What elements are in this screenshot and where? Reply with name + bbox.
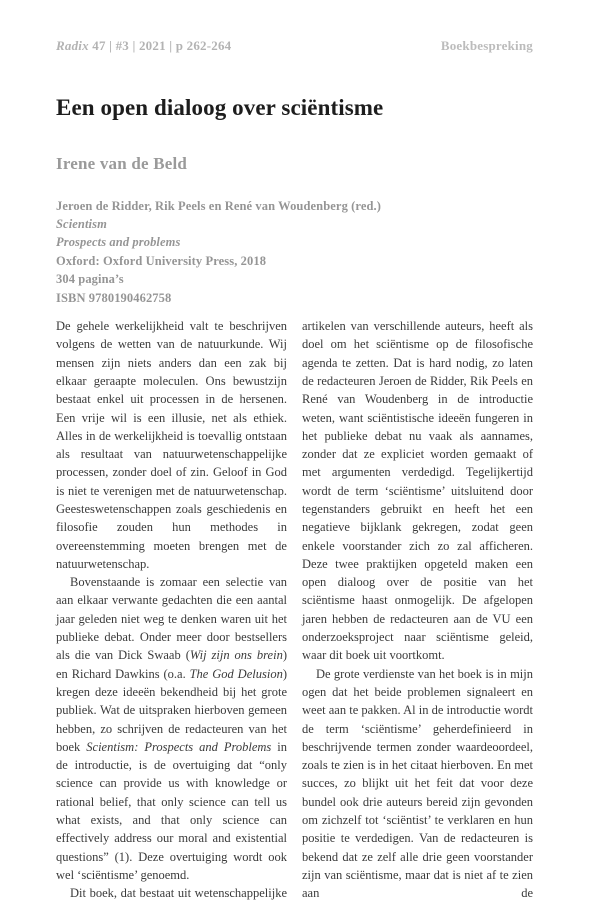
journal-reference <box>56 38 231 54</box>
article-title: Een open dialoog over sciëntisme <box>56 95 384 120</box>
text-segment: in de introductie, is de overtuiging dat “only science can provide us with knowledge or rational belief, that only science can tell us what exists, and that only science can effectively address our moral and existential questions” (1). Deze overtuiging wordt ook wel ‘sciëntisme’ genoemd. <box>56 739 287 882</box>
text-segment: De gehele werkelijkheid valt te beschrijven volgens de wetten van de natuurkunde. Wij mensen zijn niets anders dan een zak bij elkaar geraapte moleculen. Ons bewustzijn bestaat enkel uit processen in de hersenen. Een vrije wil is een illusie, net als ethiek. Alles in de werkelijkheid is toevallig ontstaan als resultaat van natuurwetenschappelijke processen, zonder doel of zin. Geloof in God is niet te verenigen met de natuurwetenschap. Geesteswetenschappen zoals geschiedenis en filosofie zouden hun methodes in overeenstemming moeten brengen met de natuurwetenschap. <box>56 319 287 571</box>
italic-text-segment: Scientism: Prospects and Problems <box>86 739 272 754</box>
body-paragraph <box>302 665 533 903</box>
section-label: Boekbespreking <box>440 38 533 53</box>
book-subtitle: Prospects and problems <box>56 235 181 250</box>
book-editors: Jeroen de Ridder, Rik Peels en René van Woudenberg (red.) <box>56 198 382 213</box>
book-publisher: Oxford: Oxford University Press, 2018 <box>56 253 267 268</box>
body-paragraph <box>302 317 533 665</box>
book-page-count: 304 pagina’s <box>56 272 124 287</box>
author-name: Irene van de Beld <box>56 153 188 173</box>
book-info-block <box>56 197 533 307</box>
text-segment: Bovenstaande is zomaar een selectie van aan elkaar verwante gedachten die een aantal jaar geleden niet weg te denken waren uit het publieke debat. Onder meer door bestsellers als die van Dick Swaab ( <box>56 575 287 663</box>
body-columns <box>56 317 533 903</box>
italic-text-segment: The God Delusion <box>189 666 283 681</box>
book-isbn: ISBN 9780190462758 <box>56 290 172 305</box>
book-title: Scientism <box>56 217 107 231</box>
journal-name: Radix <box>56 38 89 53</box>
body-paragraph <box>56 884 287 902</box>
body-column-left <box>56 317 287 903</box>
text-segment: ) en Richard Dawkins (o.a. <box>56 648 287 681</box>
body-column-right <box>302 317 533 903</box>
body-paragraph <box>56 317 287 573</box>
text-segment: De grote verdienste van het boek is in mijn ogen dat het beide problemen signaleert en weet aan te pakken. Al in de introductie wordt de term ‘sciëntisme’ geherdefinieerd in beschrijvende termen zonder waardeoordeel, zoals te zien is in het citaat hierboven. En met succes, zo blijkt uit het feit dat voor deze bundel ook drie auteurs bereid zijn gevonden om zichzelf tot ‘sciëntist’ te verklaren en hun positie te verdedigen. Van de redacteuren is bekend dat ze zelf alle drie geen voorstander zijn van sciëntisme, maar dat is niet af te zien aan de <box>302 666 533 901</box>
text-segment: artikelen van verschillende auteurs, heeft als doel om het sciëntisme op de filosofische agenda te zetten. Dat is hard nodig, zo laten de redacteuren Jeroen de Ridder, Rik Peels en René van Woudenberg in de introductie weten, want sciëntistische ideeën fungeren in het publieke debat nu vaak als aannames, zonder dat ze expliciet worden gemaakt of met argumenten verdedigd. Tegelijkertijd wordt de term ‘sciëntisme’ uitsluitend door tegenstanders gebruikt en heeft het een negatieve bijklank gekregen, zodat geen enkele voorstander zich zo zal afficheren. Deze twee praktijken opgeteld maken een open dialoog over de positie van het sciëntisme haast onmogelijk. De afgelopen jaren hebben de redacteuren aan de VU een onderzoeksproject naar sciëntisme geleid, waar dit boek uit voortkomt. <box>302 319 533 663</box>
body-paragraph <box>56 573 287 884</box>
page-header <box>56 38 533 54</box>
text-segment: ) kregen deze ideeën bekendheid bij het grote publiek. Wat de uitspraken hierboven gemeen hebben, zo schrijven de redacteuren van het boek <box>56 666 287 754</box>
italic-text-segment: Wij zijn ons brein <box>189 648 283 663</box>
journal-issue-info: 47 | #3 | 2021 | p 262-264 <box>88 38 232 53</box>
text-segment: Dit boek, dat bestaat uit wetenschappelijke <box>70 886 287 901</box>
